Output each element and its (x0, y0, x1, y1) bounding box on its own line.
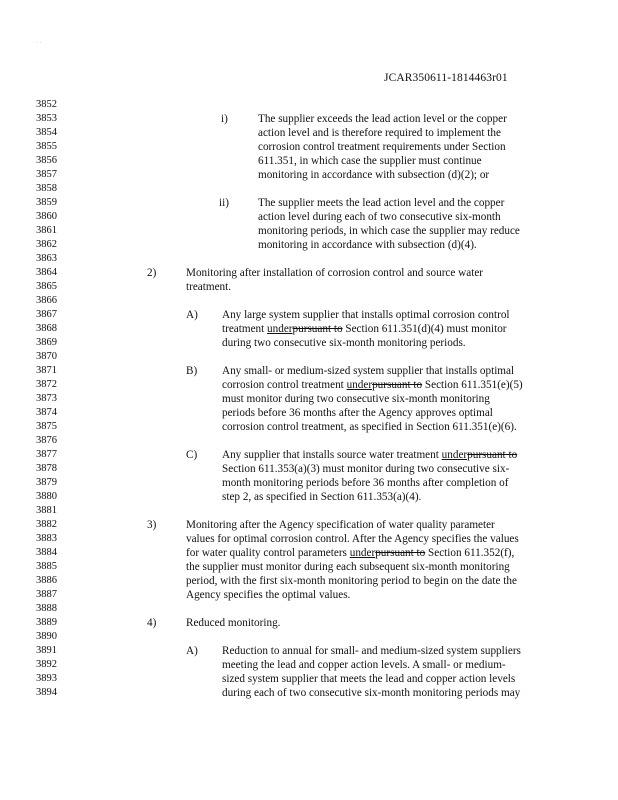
deleted-text: pursuant to (467, 449, 518, 461)
body-line: sized system supplier that meets the lead and copper action levels (222, 673, 516, 685)
body-line: Monitoring after the Agency specification of water quality parameter (186, 519, 495, 531)
body-line: monitoring in accordance with subsection (d)(4). (258, 239, 477, 251)
inserted-text: under (267, 323, 293, 335)
line-number: 3874 (36, 407, 57, 418)
line-number: 3861 (36, 225, 57, 236)
line-number: 3856 (36, 155, 57, 166)
item-label-2: 2) (147, 267, 157, 279)
inserted-text: under (441, 449, 468, 461)
body-line: corrosion control treatment, as specified in Section 611.351(e)(6). (222, 421, 517, 433)
line-number: 3854 (36, 127, 57, 138)
body-line: The supplier meets the lead action level and the copper (258, 197, 505, 209)
line-number: 3886 (36, 575, 57, 586)
body-line: Any large system supplier that installs optimal corrosion control (222, 309, 510, 321)
item-label-B: B) (186, 365, 198, 377)
line-number: 3890 (36, 631, 57, 642)
item-label-4: 4) (147, 617, 157, 629)
line-number: 3879 (36, 477, 57, 488)
deleted-text: pursuant to (372, 379, 423, 391)
line-number: 3878 (36, 463, 57, 474)
body-line: action level during each of two consecutive six-month (258, 211, 501, 223)
item-label-A: A) (186, 309, 198, 321)
line-number: 3873 (36, 393, 57, 404)
item-label-ii: ii) (219, 197, 229, 209)
body-line: treatment. (186, 281, 232, 293)
line-number: 3867 (36, 309, 57, 320)
line-number: 3880 (36, 491, 57, 502)
line-number: 3885 (36, 561, 57, 572)
line-number: 3853 (36, 113, 57, 124)
line-number: 3872 (36, 379, 57, 390)
body-line: Reduction to annual for small- and medium-sized system suppliers (222, 645, 521, 657)
scan-specks: · · (36, 40, 42, 46)
item-label-C: C) (186, 449, 198, 461)
body-line: the supplier must monitor during each subsequent six-month monitoring (186, 561, 510, 573)
body-line: Any supplier that installs source water treatment underpursuant to (222, 449, 518, 461)
body-line: periods before 36 months after the Agency approves optimal (222, 407, 493, 419)
line-number: 3881 (36, 505, 57, 516)
body-line: during each of two consecutive six-month monitoring periods may (222, 687, 521, 699)
line-number: 3882 (36, 519, 57, 530)
line-number: 3887 (36, 589, 57, 600)
document-id-header: JCAR350611-1814463r01 (384, 72, 508, 84)
body-line: for water quality control parameters underpursuant to Section 611.352(f), (186, 547, 515, 559)
body-line: during two consecutive six-month monitoring periods. (222, 337, 466, 349)
line-number: 3891 (36, 645, 57, 656)
line-number: 3855 (36, 141, 57, 152)
body-line: Any small- or medium-sized system supplier that installs optimal (222, 365, 515, 377)
body-line: Section 611.353(a)(3) must monitor during two consecutive six- (222, 463, 510, 475)
body-line: meeting the lead and copper action levels. A small- or medium- (222, 659, 506, 671)
deleted-text: pursuant to (375, 547, 426, 559)
item-label-3: 3) (147, 519, 157, 531)
line-number: 3852 (36, 99, 57, 110)
body-line: action level and is therefore required to implement the (258, 127, 501, 139)
body-line: Reduced monitoring. (186, 617, 281, 629)
line-number: 3864 (36, 267, 57, 278)
line-number: 3893 (36, 673, 57, 684)
body-line: period, with the first six-month monitoring period to begin on the date the (186, 575, 517, 587)
line-number: 3869 (36, 337, 57, 348)
line-number: 3858 (36, 183, 57, 194)
body-line: monitoring periods, in which case the supplier may reduce (258, 225, 520, 237)
item-label-i: i) (221, 113, 228, 125)
body-line: values for optimal corrosion control. After the Agency specifies the values (186, 533, 519, 545)
line-number: 3866 (36, 295, 57, 306)
item-label-4A: A) (186, 645, 198, 657)
line-number: 3859 (36, 197, 57, 208)
line-number: 3862 (36, 239, 57, 250)
line-number: 3884 (36, 547, 57, 558)
line-number: 3892 (36, 659, 57, 670)
line-number: 3877 (36, 449, 57, 460)
line-number: 3868 (36, 323, 57, 334)
body-line: 611.351, in which case the supplier must continue (258, 155, 482, 167)
line-number: 3865 (36, 281, 57, 292)
line-number: 3876 (36, 435, 57, 446)
line-number: 3860 (36, 211, 57, 222)
deleted-text: pursuant to (292, 323, 343, 335)
body-line: corrosion control treatment underpursuant to Section 611.351(e)(5) (222, 379, 523, 391)
body-line: Agency specifies the optimal values. (186, 589, 351, 601)
body-line: month monitoring periods before 36 months after completion of (222, 477, 509, 489)
body-line: must monitor during two consecutive six-month monitoring (222, 393, 490, 405)
line-number: 3870 (36, 351, 57, 362)
line-number: 3889 (36, 617, 57, 628)
line-number: 3894 (36, 687, 57, 698)
line-number: 3883 (36, 533, 57, 544)
inserted-text: under (346, 379, 373, 391)
line-number: 3863 (36, 253, 57, 264)
body-line: Monitoring after installation of corrosion control and source water (186, 267, 484, 279)
body-line: treatment underpursuant to Section 611.351(d)(4) must monitor (222, 323, 507, 335)
body-line: corrosion control treatment requirements under Section (258, 141, 506, 153)
body-line: step 2, as specified in Section 611.353(a)(4). (222, 491, 422, 503)
line-number: 3857 (36, 169, 57, 180)
body-line: The supplier exceeds the lead action level or the copper (258, 113, 507, 125)
line-number: 3888 (36, 603, 57, 614)
inserted-text: under (349, 547, 376, 559)
line-number: 3871 (36, 365, 57, 376)
body-line: monitoring in accordance with subsection (d)(2); or (258, 169, 490, 181)
line-number: 3875 (36, 421, 57, 432)
